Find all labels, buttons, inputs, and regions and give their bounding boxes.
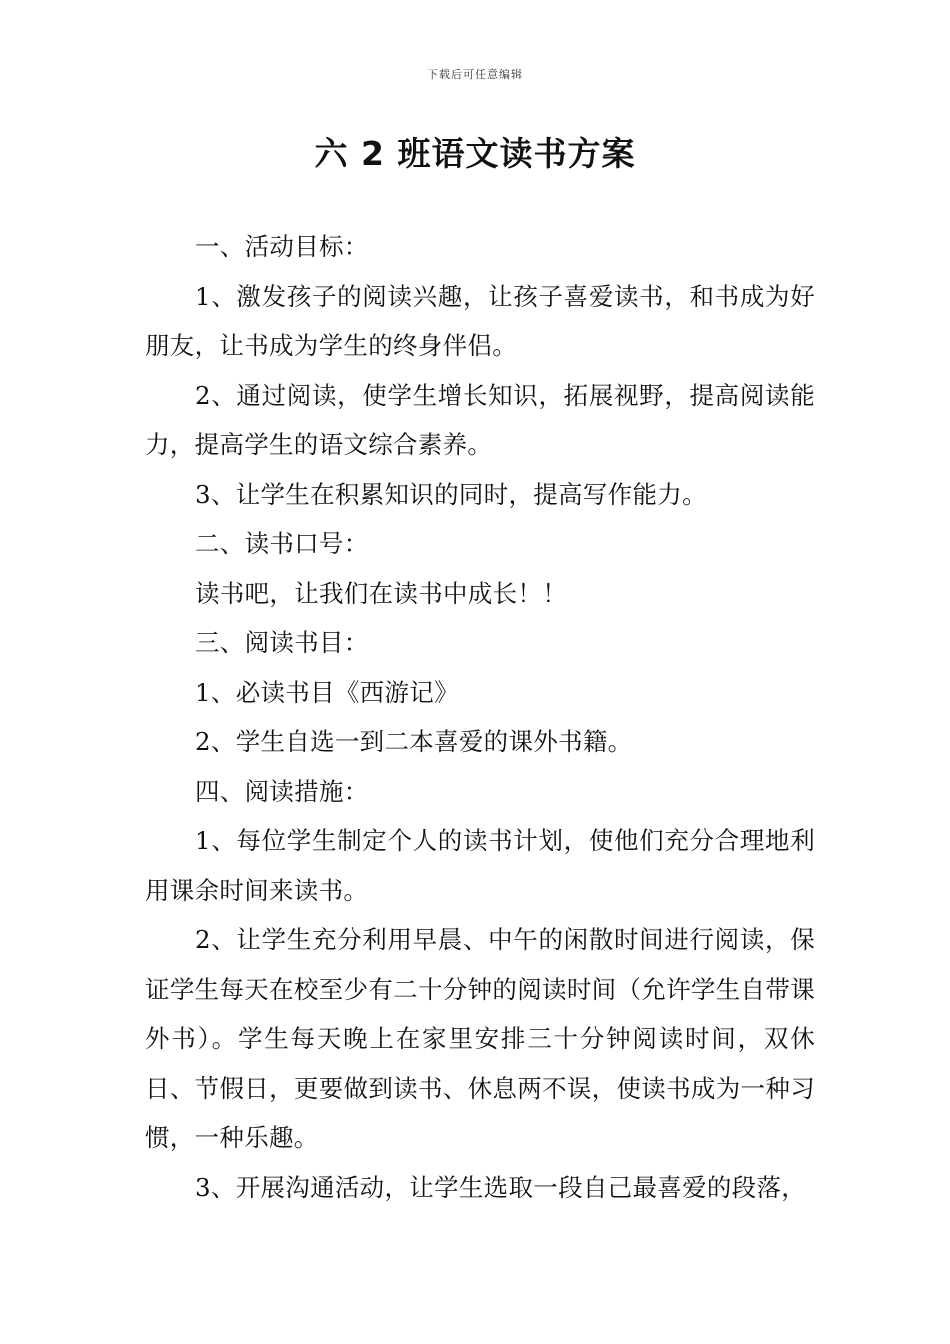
document-title: 六 2 班语文读书方案 <box>314 134 636 173</box>
document-body <box>145 222 815 1212</box>
goal-paragraph-3: 3、让学生在积累知识的同时，提高写作能力。 <box>195 479 707 509</box>
goal-paragraph-1: 1、激发孩子的阅读兴趣，让孩子喜爱读书，和书成为好朋友，让书成为学生的终身伴侣。 <box>145 281 815 360</box>
measure-paragraph-3: 3、开展沟通活动，让学生选取一段自己最喜爱的段落， <box>195 1172 807 1202</box>
book-paragraph-1: 1、必读书目《西游记》 <box>195 677 459 707</box>
section-heading-slogan: 二、读书口号： <box>195 529 369 558</box>
goal-paragraph-2: 2、通过阅读，使学生增长知识，拓展视野，提高阅读能力，提高学生的语文综合素养。 <box>145 380 815 459</box>
book-paragraph-2: 2、学生自选一到二本喜爱的课外书籍。 <box>195 727 633 756</box>
section-heading-measures: 四、阅读措施： <box>195 776 369 806</box>
slogan-paragraph: 读书吧，让我们在读书中成长！！ <box>195 578 567 608</box>
section-heading-books: 三、阅读书目： <box>195 628 369 657</box>
measure-paragraph-2: 2、让学生充分利用早晨、中午的闲散时间进行阅读，保证学生每天在校至少有二十分钟的阅读时间（允许学生自带课外书）。学生每天晚上在家里安排三十分钟阅读时间，双休日、节假日，更要做到读书、休息两不误，使读书成为一种习惯，一种乐趣。 <box>145 925 815 1152</box>
header-note: 下载后可任意编辑 <box>427 68 523 81</box>
section-heading-goals: 一、活动目标： <box>195 232 369 261</box>
measure-paragraph-1: 1、每位学生制定个人的读书计划，使他们充分合理地利用课余时间来读书。 <box>145 826 815 905</box>
